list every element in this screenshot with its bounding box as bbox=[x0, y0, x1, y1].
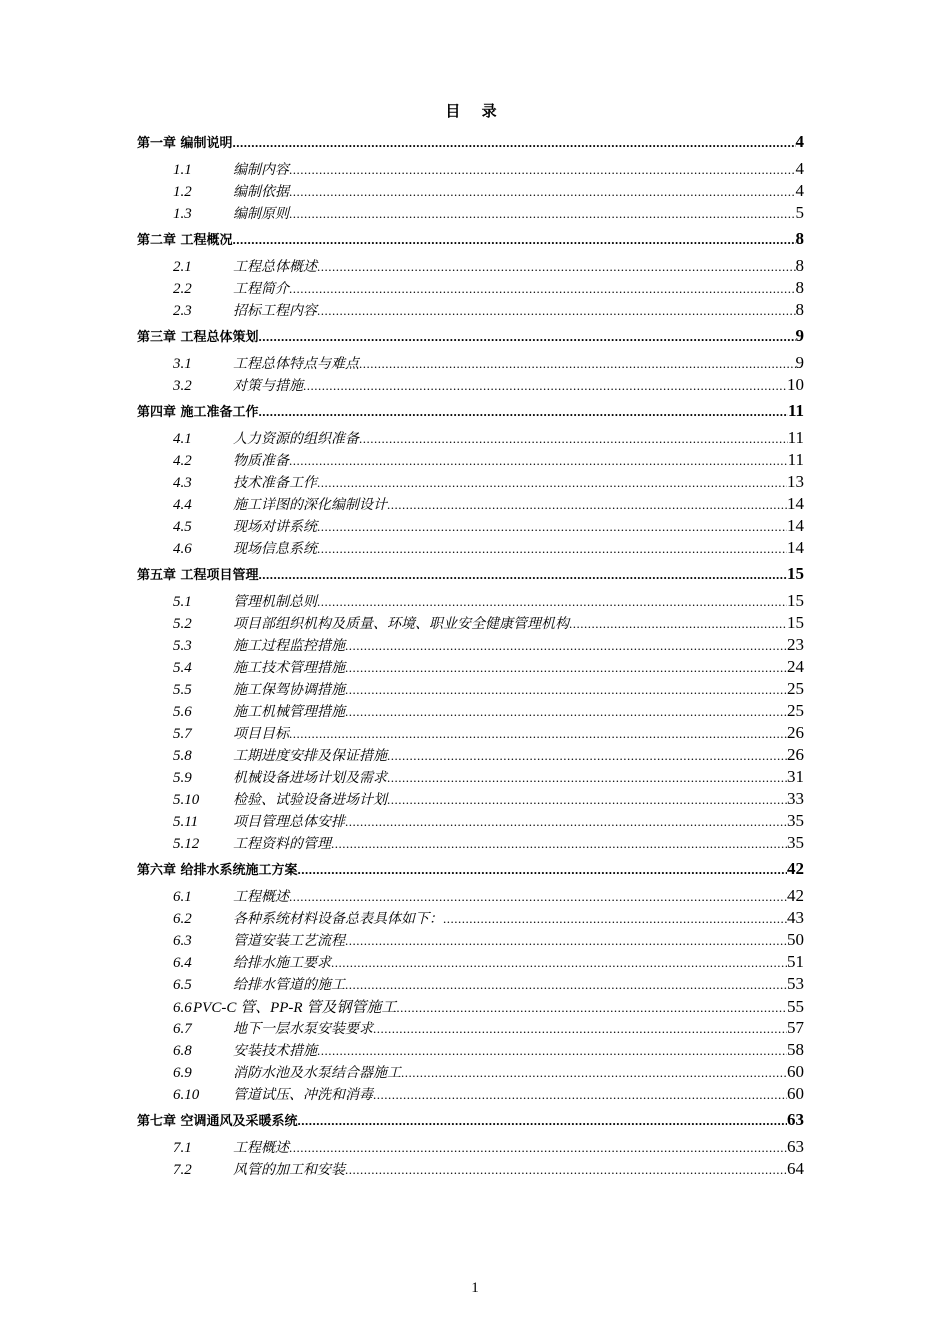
section-page: 35 bbox=[787, 833, 804, 852]
section-title: 各种系统材料设备总表具体如下： bbox=[233, 911, 443, 927]
dot-leader bbox=[345, 704, 787, 720]
section-title: 编制依据 bbox=[233, 184, 289, 200]
toc-entry[interactable] bbox=[137, 635, 804, 657]
dot-leader bbox=[317, 303, 796, 319]
toc-entry[interactable] bbox=[137, 1137, 804, 1159]
section-title: 项目目标 bbox=[233, 726, 289, 742]
section-title: 人力资源的组织准备 bbox=[233, 431, 359, 447]
page-title: 目 录 bbox=[445, 102, 505, 120]
toc-entry[interactable] bbox=[137, 428, 804, 450]
section-page: 14 bbox=[787, 494, 804, 513]
section-page: 42 bbox=[787, 886, 804, 905]
section-title: 技术准备工作 bbox=[233, 475, 317, 491]
section-number: 5.10 bbox=[173, 792, 200, 808]
dot-leader bbox=[289, 184, 796, 200]
section-number: 4.3 bbox=[173, 475, 192, 491]
dot-leader bbox=[303, 378, 787, 394]
dot-leader bbox=[289, 281, 796, 297]
dot-leader bbox=[317, 1043, 787, 1059]
toc-entry[interactable] bbox=[137, 745, 804, 767]
section-number: 6.8 bbox=[173, 1043, 192, 1059]
section-title: 风管的加工和安装 bbox=[233, 1162, 345, 1178]
section-page: 13 bbox=[787, 472, 804, 491]
dot-leader bbox=[298, 1113, 787, 1129]
section-number: 4.4 bbox=[173, 497, 192, 513]
section-page: 25 bbox=[787, 679, 804, 698]
section-page: 10 bbox=[787, 375, 804, 394]
toc-entry[interactable] bbox=[137, 494, 804, 516]
section-page: 55 bbox=[787, 997, 804, 1016]
chapter-page: 8 bbox=[795, 229, 804, 248]
section-title: 工程总体特点与难点 bbox=[233, 356, 359, 372]
section-page: 4 bbox=[795, 181, 804, 200]
section-page: 14 bbox=[787, 516, 804, 535]
chapter-page: 63 bbox=[787, 1110, 804, 1129]
chapter-title: 第二章 工程概况 bbox=[137, 233, 233, 248]
toc-entry[interactable] bbox=[137, 1062, 804, 1084]
section-title: 管理机制总则 bbox=[233, 594, 317, 610]
section-number: 4.1 bbox=[173, 431, 192, 447]
section-page: 64 bbox=[787, 1159, 804, 1178]
dot-leader bbox=[569, 616, 787, 632]
section-page: 51 bbox=[787, 952, 804, 971]
dot-leader bbox=[443, 911, 787, 927]
dot-leader bbox=[233, 135, 796, 151]
chapter-title: 第六章 给排水系统施工方案 bbox=[137, 863, 298, 878]
toc-entry[interactable] bbox=[137, 300, 804, 322]
section-number: 5.7 bbox=[173, 726, 192, 742]
toc-entry[interactable] bbox=[137, 767, 804, 789]
section-number: 6.4 bbox=[173, 955, 192, 971]
section-page: 4 bbox=[795, 159, 804, 178]
section-page: 43 bbox=[787, 908, 804, 927]
section-number: 5.4 bbox=[173, 660, 192, 676]
section-page: 15 bbox=[787, 591, 804, 610]
section-title: 施工详图的深化编制设计 bbox=[233, 497, 387, 513]
section-title: 现场对讲系统 bbox=[233, 519, 317, 535]
section-title: 管道试压、冲洗和消毒 bbox=[233, 1087, 373, 1103]
section-title: 工程总体概述 bbox=[233, 259, 317, 275]
section-title: 工程简介 bbox=[233, 281, 289, 297]
dot-leader bbox=[259, 567, 787, 583]
dot-leader bbox=[359, 431, 788, 447]
toc-entry[interactable] bbox=[137, 159, 804, 181]
toc-entry[interactable] bbox=[137, 974, 804, 996]
section-number: 5.12 bbox=[173, 836, 200, 852]
toc-entry[interactable] bbox=[137, 538, 804, 560]
section-page: 63 bbox=[787, 1137, 804, 1156]
section-title: 地下一层水泵安装要求 bbox=[233, 1021, 373, 1037]
section-title: 项目管理总体安排 bbox=[233, 814, 345, 830]
toc-entry[interactable] bbox=[137, 811, 804, 833]
section-title: 工程概述 bbox=[233, 1140, 289, 1156]
section-title: 编制内容 bbox=[233, 162, 289, 178]
dot-leader bbox=[345, 682, 787, 698]
section-number: 5.3 bbox=[173, 638, 192, 654]
dot-leader bbox=[259, 329, 796, 345]
section-page: 11 bbox=[787, 450, 804, 469]
section-number: 2.3 bbox=[173, 303, 192, 319]
section-page: 26 bbox=[787, 745, 804, 764]
section-page: 31 bbox=[787, 767, 804, 786]
dot-leader bbox=[359, 356, 796, 372]
chapter-title: 第五章 工程项目管理 bbox=[137, 568, 259, 583]
dot-leader bbox=[289, 206, 796, 222]
section-title: 施工机械管理措施 bbox=[233, 704, 345, 720]
section-number: 5.1 bbox=[173, 594, 192, 610]
section-page: 23 bbox=[787, 635, 804, 654]
section-page: 60 bbox=[787, 1084, 804, 1103]
chapter-title: 第一章 编制说明 bbox=[137, 136, 233, 151]
chapter-title: 第四章 施工准备工作 bbox=[137, 405, 259, 420]
section-title: 物质准备 bbox=[233, 453, 289, 469]
toc-entry[interactable] bbox=[137, 908, 804, 930]
section-page: 5 bbox=[795, 203, 804, 222]
section-page: 14 bbox=[787, 538, 804, 557]
section-title: 消防水池及水泵结合器施工 bbox=[233, 1065, 401, 1081]
section-number: 1.1 bbox=[173, 162, 192, 178]
section-title: 施工过程监控措施 bbox=[233, 638, 345, 654]
section-title: 施工保驾协调措施 bbox=[233, 682, 345, 698]
chapter-title: 第七章 空调通风及采暖系统 bbox=[137, 1114, 298, 1129]
section-page: 60 bbox=[787, 1062, 804, 1081]
section-page: 8 bbox=[795, 256, 804, 275]
section-number: 6.7 bbox=[173, 1021, 192, 1037]
section-number: 4.2 bbox=[173, 453, 192, 469]
toc-chapter[interactable] bbox=[137, 564, 804, 586]
toc-entry[interactable] bbox=[137, 657, 804, 679]
toc-entry[interactable] bbox=[137, 591, 804, 613]
section-number: 5.6 bbox=[173, 704, 192, 720]
chapter-page: 42 bbox=[787, 859, 804, 878]
section-number: 3.2 bbox=[173, 378, 192, 394]
toc-entry[interactable] bbox=[137, 723, 804, 745]
dot-leader bbox=[345, 933, 787, 949]
section-page: 24 bbox=[787, 657, 804, 676]
section-number: 5.5 bbox=[173, 682, 192, 698]
dot-leader bbox=[345, 814, 787, 830]
dot-leader bbox=[317, 594, 787, 610]
section-number: 6.10 bbox=[173, 1087, 200, 1103]
dot-leader bbox=[396, 1000, 787, 1016]
section-title: 施工技术管理措施 bbox=[233, 660, 345, 676]
dot-leader bbox=[373, 1087, 787, 1103]
section-number: 4.6 bbox=[173, 541, 192, 557]
section-number: 7.2 bbox=[173, 1162, 192, 1178]
dot-leader bbox=[298, 862, 787, 878]
section-page: 53 bbox=[787, 974, 804, 993]
dot-leader bbox=[387, 792, 787, 808]
section-page: 50 bbox=[787, 930, 804, 949]
section-number: 5.11 bbox=[173, 814, 199, 830]
dot-leader bbox=[289, 889, 787, 905]
section-number: 6.9 bbox=[173, 1065, 192, 1081]
section-title: 工程概述 bbox=[233, 889, 289, 905]
section-title: 现场信息系统 bbox=[233, 541, 317, 557]
toc-chapter[interactable] bbox=[137, 401, 804, 423]
dot-leader bbox=[373, 1021, 787, 1037]
chapter-page: 9 bbox=[795, 326, 804, 345]
toc-entry[interactable] bbox=[137, 1084, 804, 1106]
toc-chapter[interactable] bbox=[137, 326, 804, 348]
section-number: 5.2 bbox=[173, 616, 192, 632]
section-number: 2.1 bbox=[173, 259, 192, 275]
section-page: 58 bbox=[787, 1040, 804, 1059]
dot-leader bbox=[289, 1140, 787, 1156]
section-title: 安装技术措施 bbox=[233, 1043, 317, 1059]
section-number: 2.2 bbox=[173, 281, 192, 297]
toc-entry[interactable] bbox=[137, 952, 804, 974]
dot-leader bbox=[345, 638, 787, 654]
dot-leader bbox=[387, 770, 787, 786]
section-number: 3.1 bbox=[173, 356, 192, 372]
section-number: 7.1 bbox=[173, 1140, 192, 1156]
dot-leader bbox=[387, 748, 787, 764]
section-title: PVC-C 管、PP-R 管及钢管施工 bbox=[193, 1000, 397, 1016]
toc-entry[interactable] bbox=[137, 930, 804, 952]
dot-leader bbox=[345, 660, 787, 676]
section-number: 5.9 bbox=[173, 770, 192, 786]
toc-entry[interactable] bbox=[137, 833, 804, 855]
toc-entry[interactable] bbox=[137, 613, 804, 635]
section-title: 机械设备进场计划及需求 bbox=[233, 770, 387, 786]
dot-leader bbox=[317, 519, 787, 535]
chapter-page: 4 bbox=[795, 132, 804, 151]
chapter-page: 15 bbox=[787, 564, 804, 583]
section-title: 招标工程内容 bbox=[233, 303, 317, 319]
section-page: 8 bbox=[795, 278, 804, 297]
dot-leader bbox=[289, 162, 796, 178]
section-title: 给排水管道的施工 bbox=[233, 977, 345, 993]
toc-entry[interactable] bbox=[137, 886, 804, 908]
section-title: 工程资料的管理 bbox=[233, 836, 331, 852]
toc-entry[interactable] bbox=[137, 353, 804, 375]
section-title: 编制原则 bbox=[233, 206, 289, 222]
section-title: 管道安装工艺流程 bbox=[233, 933, 345, 949]
section-number: 5.8 bbox=[173, 748, 192, 764]
section-page: 26 bbox=[787, 723, 804, 742]
toc-entry[interactable] bbox=[137, 203, 804, 225]
dot-leader bbox=[317, 259, 796, 275]
table-of-contents bbox=[137, 128, 804, 1181]
section-number: 6.1 bbox=[173, 889, 192, 905]
section-number: 6.2 bbox=[173, 911, 192, 927]
toc-entry[interactable] bbox=[137, 181, 804, 203]
chapter-title: 第三章 工程总体策划 bbox=[137, 330, 259, 345]
section-number: 6.6 bbox=[173, 1000, 192, 1016]
dot-leader bbox=[233, 232, 796, 248]
dot-leader bbox=[289, 726, 787, 742]
section-title: 工期进度安排及保证措施 bbox=[233, 748, 387, 764]
chapter-page: 11 bbox=[787, 401, 804, 420]
dot-leader bbox=[259, 404, 788, 420]
section-number: 1.3 bbox=[173, 206, 192, 222]
section-title: 给排水施工要求 bbox=[233, 955, 331, 971]
section-number: 4.5 bbox=[173, 519, 192, 535]
toc-entry[interactable] bbox=[137, 996, 804, 1018]
toc-entry[interactable] bbox=[137, 1018, 804, 1040]
section-title: 对策与措施 bbox=[233, 378, 303, 394]
dot-leader bbox=[401, 1065, 787, 1081]
toc-entry[interactable] bbox=[137, 516, 804, 538]
dot-leader bbox=[345, 1162, 787, 1178]
toc-entry[interactable] bbox=[137, 450, 804, 472]
toc-entry[interactable] bbox=[137, 789, 804, 811]
toc-entry[interactable] bbox=[137, 679, 804, 701]
section-page: 8 bbox=[795, 300, 804, 319]
toc-entry[interactable] bbox=[137, 472, 804, 494]
dot-leader bbox=[331, 955, 787, 971]
dot-leader bbox=[317, 475, 787, 491]
section-number: 6.5 bbox=[173, 977, 192, 993]
section-number: 6.3 bbox=[173, 933, 192, 949]
section-page: 15 bbox=[787, 613, 804, 632]
toc-chapter[interactable] bbox=[137, 1110, 804, 1132]
toc-entry[interactable] bbox=[137, 701, 804, 723]
dot-leader bbox=[289, 453, 788, 469]
dot-leader bbox=[317, 541, 787, 557]
toc-entry[interactable] bbox=[137, 1159, 804, 1181]
toc-entry[interactable] bbox=[137, 256, 804, 278]
section-page: 35 bbox=[787, 811, 804, 830]
toc-chapter[interactable] bbox=[137, 859, 804, 881]
toc-chapter[interactable] bbox=[137, 132, 804, 154]
section-page: 9 bbox=[795, 353, 804, 372]
section-title: 项目部组织机构及质量、环境、职业安全健康管理机构 bbox=[233, 616, 569, 632]
toc-entry[interactable] bbox=[137, 375, 804, 397]
toc-entry[interactable] bbox=[137, 278, 804, 300]
dot-leader bbox=[345, 977, 787, 993]
section-page: 11 bbox=[787, 428, 804, 447]
dot-leader bbox=[387, 497, 787, 513]
section-page: 25 bbox=[787, 701, 804, 720]
toc-entry[interactable] bbox=[137, 1040, 804, 1062]
section-page: 57 bbox=[787, 1018, 804, 1037]
page-number: 1 bbox=[471, 1280, 479, 1296]
section-page: 33 bbox=[787, 789, 804, 808]
dot-leader bbox=[331, 836, 787, 852]
section-number: 1.2 bbox=[173, 184, 192, 200]
section-title: 检验、试验设备进场计划 bbox=[233, 792, 387, 808]
toc-chapter[interactable] bbox=[137, 229, 804, 251]
